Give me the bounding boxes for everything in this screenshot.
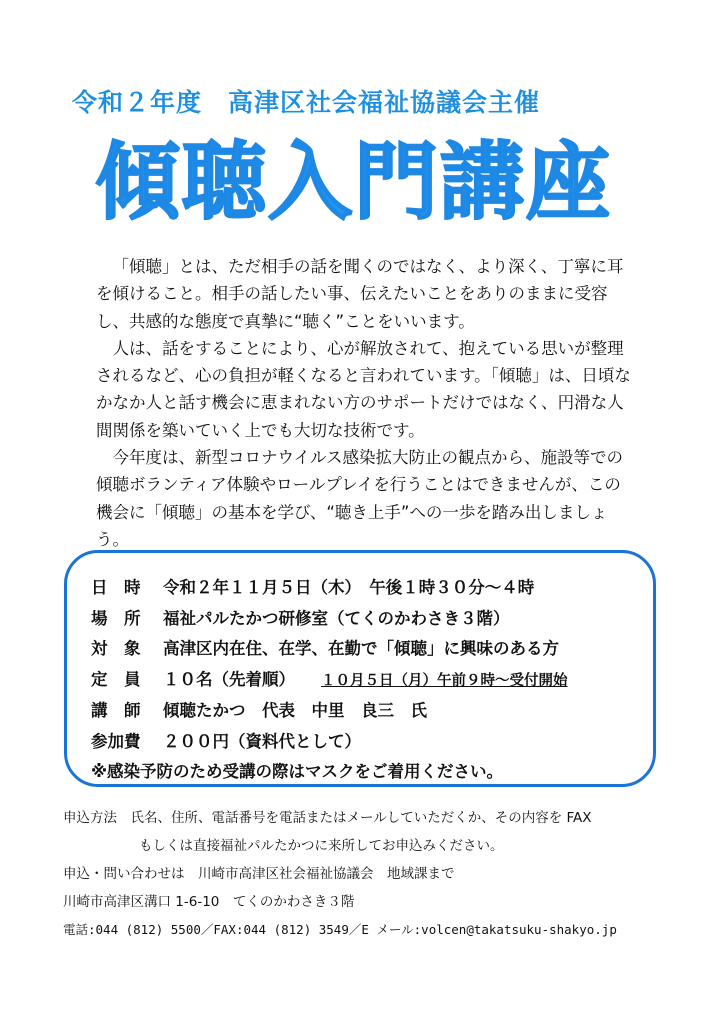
address-line: 川崎市高津区溝口 1-6-10 てくのかわさき３階 [63, 894, 355, 910]
intro-paragraph: 「傾聴」とは、ただ相手の話を聞くのではなく、より深く、丁寧に耳を傾けること。相手の話したい事、伝えたいことをありのままに受容し、共感的な態度で真摯に“聴く”ことをいいます。 [96, 257, 624, 331]
fee-value: ２００円（資料代として） [163, 731, 361, 751]
place-row [91, 604, 641, 635]
lecturer-row [91, 696, 641, 727]
date-value: 令和２年１１月５日（木） 午後１時３０分～４時 [163, 578, 535, 597]
apply-method-continued: もしくは直接福祉パルたかつに来所してお申込みください。 [139, 838, 504, 854]
capacity-value: １０名（先着順） [163, 669, 295, 689]
intro-paragraph: 人は、話をすることにより、心が解放されて、抱えている思いが整理されるなど、心の負担が軽くなると言われています。「傾聴」は、日頃なかなか人と話す機会に恵まれない方のサポートだけではなく、円滑な人間関係を築いていく上でも大切な技術です。 [96, 338, 631, 440]
organizer-subtitle: 令和２年度 高津区社会福祉協議会主催 [72, 88, 541, 117]
capacity-note: １０月５日（月）午前９時～受付開始 [321, 672, 568, 689]
capacity-row [91, 665, 641, 697]
contact-line: 申込・問い合わせは 川崎市高津区社会福祉協議会 地域課まで [63, 866, 455, 882]
target-row [91, 634, 641, 665]
target-label: 対 象 [91, 639, 141, 658]
date-row [91, 573, 641, 604]
intro-paragraph: 今年度は、新型コロナウイルス感染拡大防止の観点から、施設等での傾聴ボランティア体験やロールプレイを行うことはできませんが、この機会に「傾聴」の基本を学び、“聴き上手”への一歩を踏み出しましょう。 [96, 448, 624, 549]
target-value: 高津区内在住、在学、在勤で「傾聴」に興味のある方 [163, 639, 559, 658]
footer-info [63, 804, 683, 944]
lecturer-label: 講 師 [91, 701, 141, 720]
capacity-label: 定 員 [91, 669, 141, 689]
details-box [64, 550, 656, 787]
intro-text [96, 253, 636, 553]
page-title: 傾聴入門講座 [96, 133, 613, 231]
mask-notice: ※感染予防のため受講の際はマスクをご着用ください。 [91, 762, 504, 781]
lecturer-value: 傾聴たかつ 代表 中里 良三 氏 [163, 701, 427, 720]
apply-method: 申込方法 氏名、住所、電話番号を電話またはメールしていただくか、その内容を FAX [63, 810, 592, 826]
fee-row [91, 727, 641, 758]
phone-line: 電話:044 (812) 5500／FAX:044 (812) 3549／E メール:volcen@takatsuku-shakyo.jp [63, 922, 617, 937]
place-label: 場 所 [91, 608, 141, 628]
date-label: 日 時 [91, 578, 141, 597]
place-value: 福祉パルたかつ研修室（てくのかわさき３階） [163, 608, 510, 628]
fee-label: 参加費 [91, 731, 141, 751]
